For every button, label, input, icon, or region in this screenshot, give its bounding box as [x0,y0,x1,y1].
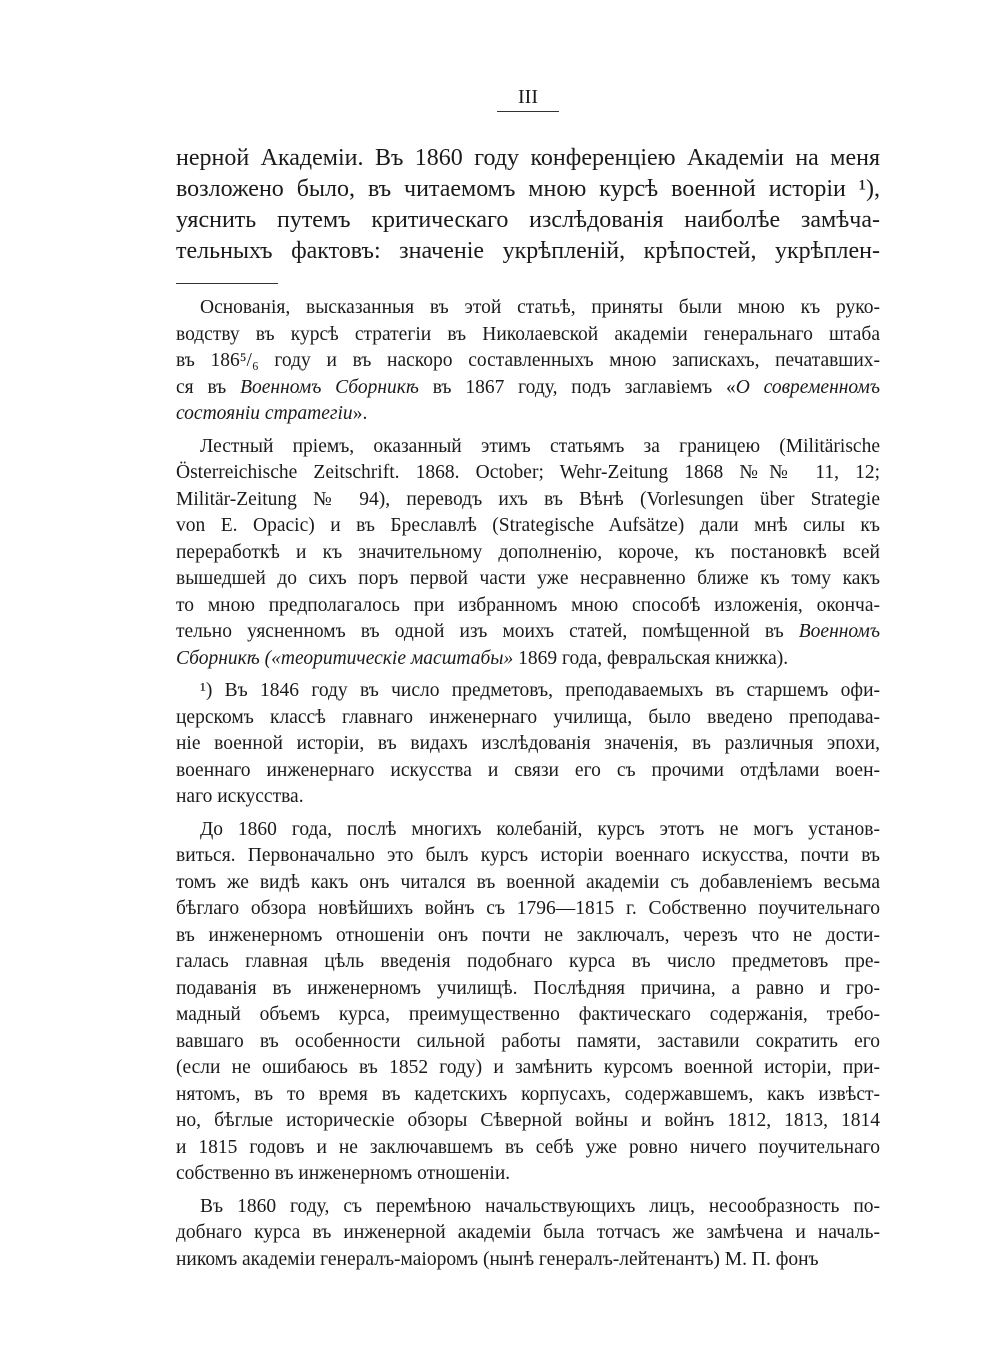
text-line [176,784,880,810]
text-segment: Въ 1860 году, съ перемѣною начальствующихъ лицъ, несообразность по- [200,1195,880,1217]
text-segment: вавшаго въ особенности сильной работы памяти, заставили сократить его [176,1030,880,1052]
text-segment: уяснить путемъ критическаго изслѣдованія наиболѣе замѣча- [176,207,880,233]
text-line [176,678,880,704]
header-rule [497,111,559,112]
text-segment: вышедшей до сихъ поръ первой части уже несравненно ближе къ тому какъ [176,568,880,589]
text-line [176,205,880,235]
page-number: III [518,86,538,108]
text-line [176,1029,880,1055]
text-line [176,843,880,869]
text-line [176,487,880,513]
text-line [176,1161,880,1187]
text-line [176,923,880,949]
text-line [176,758,880,784]
text-line [176,1082,880,1108]
text-line [176,295,880,321]
text-segment: ¹) Въ 1846 году въ число предметовъ, преподаваемыхъ въ старшемъ офи- [200,680,880,701]
text-segment: но, бѣглые историческіе обзоры Сѣверной войны и войнъ 1812, 1813, 1814 [176,1110,880,1131]
text-segment: водству въ курсѣ стратегіи въ Николаевской академіи генеральнаго штаба [176,323,880,345]
text-segment: возложено было, въ читаемомъ мною курсѣ военной исторіи ¹), [176,176,880,202]
text-segment: тельныхъ фактовъ: значеніе укрѣпленій, крѣпостей, укрѣплен- [176,238,880,264]
text-line [176,513,880,539]
text-segment: мадный объемъ курса, преимущественно фактическаго содержанія, требо- [176,1004,880,1025]
italic-text: состояніи стратегіи [176,403,353,424]
text-segment: церскомъ классѣ главнаго инженернаго училища, было введено преподава- [176,706,880,728]
text-segment: подаванія въ инженерномъ училищѣ. Послѣдняя причина, а равно и гро- [176,977,880,999]
text-segment: Militär-Zeitung № 94), переводъ ихъ въ Вѣнѣ (Vorlesungen über Strategie [176,488,880,510]
text-line [176,1055,880,1081]
text-line [176,322,880,348]
text-line [176,949,880,975]
text-segment: von E. Opacic) и въ Бреславлѣ (Strategische Aufsätze) дали мнѣ силы къ [176,515,880,536]
text-segment: наго искусства. [176,786,304,807]
text-segment: нятомъ, въ то время въ кадетскихъ корпусахъ, содержавшемъ, какъ извѣст- [176,1083,880,1105]
italic-text: Сборникѣ («теоритическіе масштабы» [176,647,514,669]
text-segment: военнаго инженернаго искусства и связи его съ прочими отдѣлами воен- [176,759,880,781]
text-segment: томъ же видѣ какъ онъ читался въ военной академіи съ добавленіемъ весьма [176,871,880,893]
text-segment: нерной Академіи. Въ 1860 году конференціею Академіи на меня [176,145,880,171]
text-segment: До 1860 года, послѣ многихъ колебаній, курсъ этотъ не могъ установ- [200,818,880,840]
text-line [176,619,880,645]
text-line [176,817,880,843]
text-segment: ». [352,403,368,424]
text-segment: бѣглаго обзора новѣйшихъ войнъ съ 1796—1815 г. Собственно поучительнаго [176,898,880,919]
text-segment: въ 1867 году, подъ заглавіемъ « [418,376,736,398]
italic-text: Военномъ [798,621,880,642]
text-line [176,540,880,566]
text-line [176,593,880,619]
text-line [176,375,880,401]
text-segment: никомъ академіи генералъ-маіоромъ (нынѣ генералъ-лейтенантъ) М. П. фонъ [176,1248,819,1270]
text-segment: добнаго курса въ инженерной академіи была тотчасъ же замѣчена и началь- [176,1222,880,1243]
italic-text: Военномъ Сборникѣ [240,376,419,398]
text-line [176,896,880,922]
text-line [176,143,880,173]
text-line [176,460,880,486]
text-segment: Лестный пріемъ, оказанный этимъ статьямъ за границею (Militärische [200,435,880,457]
text-line [176,731,880,757]
text-line [176,434,880,460]
italic-text: О современномъ [735,376,880,398]
text-line [176,705,880,731]
text-segment: Österreichische Zeitschrift. 1868. October; Wehr-Zeitung 1868 №№ 11, 12; [176,462,880,483]
text-segment: галась главная цѣль введенія подобнаго курса въ число предметовъ пре- [176,951,880,972]
text-segment: ся въ [176,376,241,398]
text-line [176,646,880,672]
text-line [176,1220,880,1246]
text-segment: Основанія, высказанныя въ этой статьѣ, приняты были мною къ руко- [200,297,880,318]
text-line [176,174,880,204]
text-line [176,1194,880,1220]
text-line [176,1108,880,1134]
text-segment: въ 186⁵/₆ году и въ наскоро составленныхъ мною запискахъ, печатавших- [176,350,880,371]
text-segment: виться. Первоначально это былъ курсъ исторіи военнаго искусства, почти въ [176,845,880,866]
text-segment: собственно въ инженерномъ отношеніи. [176,1163,511,1184]
text-segment: и 1815 годовъ и не заключавшемъ въ себѣ уже ровно ничего поучительнаго [176,1136,880,1158]
text-segment: въ инженерномъ отношеніи онъ почти не заключалъ, черезъ что не дости- [176,924,880,946]
text-line [176,976,880,1002]
text-line [176,870,880,896]
text-line [176,1135,880,1161]
text-line [176,1247,880,1273]
text-line [176,236,880,266]
text-line [176,566,880,592]
text-segment: то мною предполагалось при избранномъ мною способѣ изложенія, оконча- [176,594,880,616]
text-segment: переработкѣ и къ значительному дополненію, короче, къ постановкѣ всей [176,541,880,563]
text-segment: ніе военной исторіи, въ видахъ изслѣдованія значенія, въ различныя эпохи, [176,733,880,754]
text-line [176,401,880,427]
text-segment: тельно уясненномъ въ одной изъ моихъ статей, помѣщенной въ [176,621,799,642]
text-line [176,1002,880,1028]
text-segment: 1869 года, февральская книжка). [513,647,789,669]
text-line [176,348,880,374]
text-segment: (если не ошибаюсь въ 1852 году) и замѣнить курсомъ военной исторіи, при- [176,1057,880,1078]
footnote-rule [176,283,278,284]
